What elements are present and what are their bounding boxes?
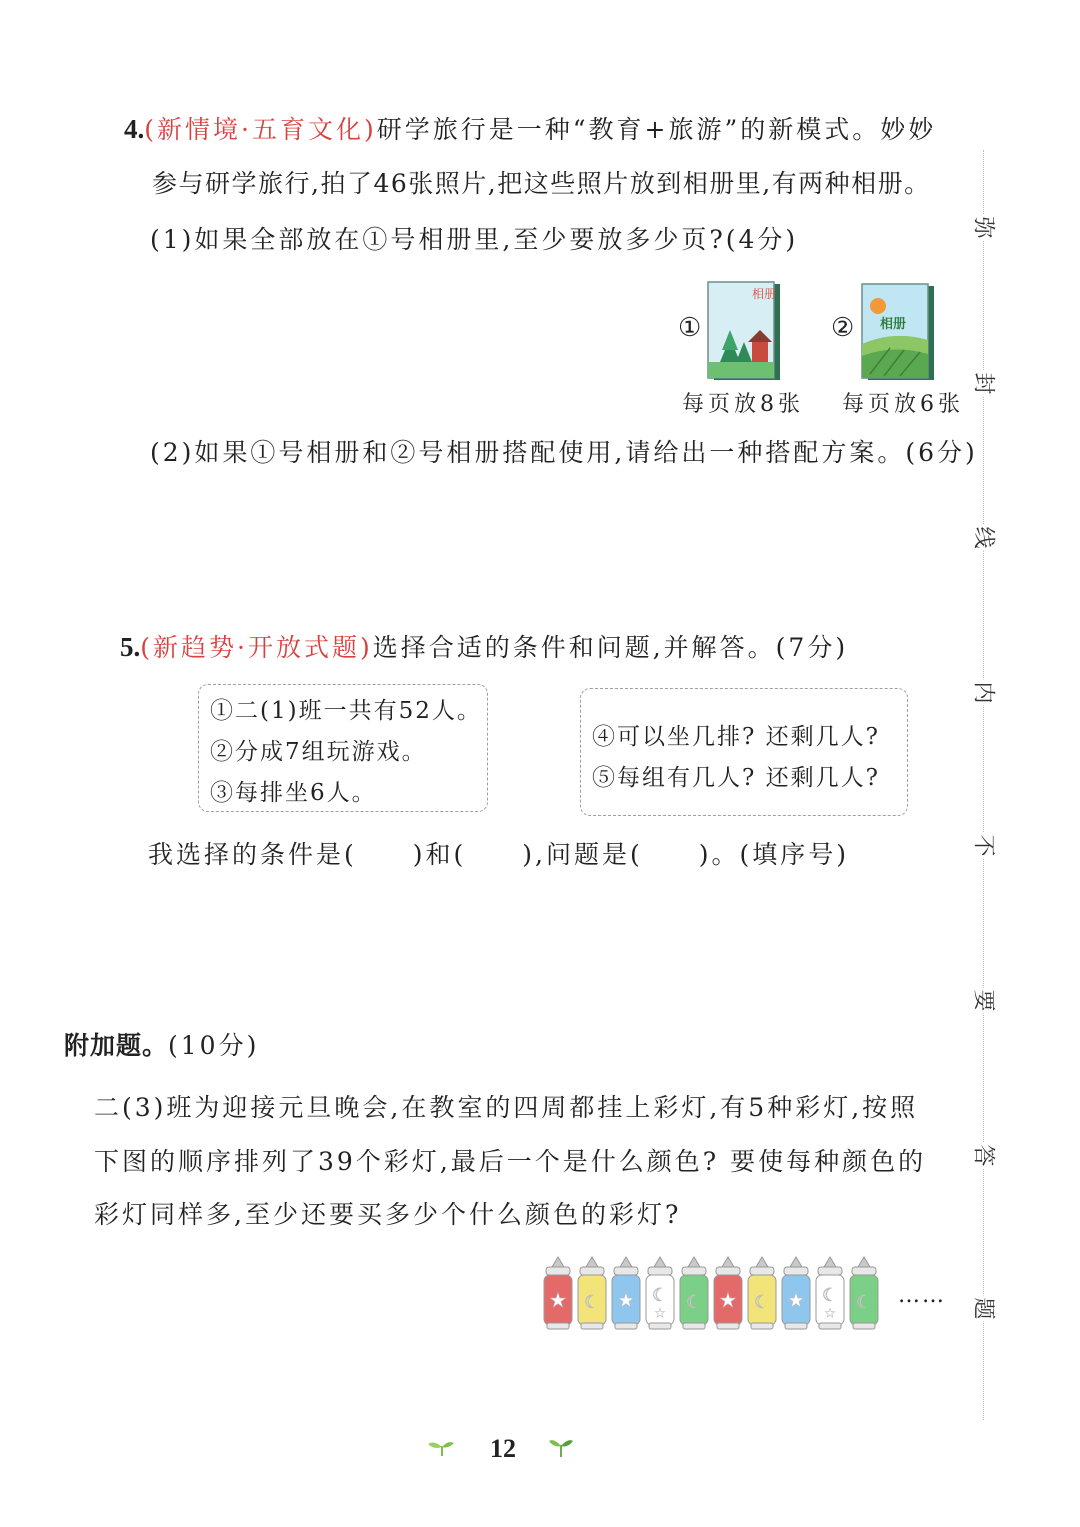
side-char-7: 答 (970, 1143, 1001, 1169)
q4-number: 4. (124, 114, 145, 144)
side-char-3: 线 (970, 525, 1001, 551)
lantern-10 (850, 1257, 878, 1329)
bonus-heading (64, 1029, 259, 1063)
svg-text:☾: ☾ (753, 1292, 771, 1313)
sprout-left-icon (426, 1438, 456, 1458)
album1-marker: ① (678, 313, 702, 343)
album1-image (706, 280, 782, 382)
q4-line1 (124, 112, 936, 147)
album2-marker: ② (831, 313, 855, 343)
svg-text:☾: ☾ (651, 1285, 669, 1306)
q5-fill-line: 我选择的条件是( )和( ),问题是( )。(填序号) (148, 840, 849, 869)
bonus-line2: 下图的顺序排列了39个彩灯,最后一个是什么颜色? 要使每种颜色的 (94, 1147, 927, 1176)
q4-sub1: (1)如果全部放在①号相册里,至少要放多少页?(4分) (150, 225, 799, 254)
svg-text:★: ★ (549, 1288, 567, 1312)
bonus-line3: 彩灯同样多,至少还要买多少个什么颜色的彩灯? (94, 1200, 682, 1229)
q5-condition-2: ②分成7组玩游戏。 (210, 739, 427, 765)
svg-text:★: ★ (654, 1306, 666, 1320)
lantern-3 (612, 1257, 640, 1329)
lantern-ellipsis: …… (898, 1283, 946, 1308)
svg-text:★: ★ (617, 1288, 635, 1312)
side-char-6: 要 (970, 988, 1001, 1014)
bonus-line1: 二(3)班为迎接元旦晚会,在教室的四周都挂上彩灯,有5种彩灯,按照 (94, 1093, 919, 1122)
binding-line (983, 150, 984, 1420)
svg-text:☾: ☾ (685, 1292, 703, 1313)
album1-caption: 每页放8张 (682, 392, 804, 417)
lantern-6 (714, 1257, 742, 1329)
side-char-5: 不 (970, 833, 1001, 859)
q5-number: 5. (120, 632, 141, 662)
q4-line1-text: 研学旅行是一种“教育+旅游”的新模式。妙妙 (376, 115, 937, 144)
album2-image (860, 282, 936, 382)
lantern-9 (816, 1257, 844, 1329)
bonus-points: (10分) (168, 1031, 260, 1060)
svg-text:☾: ☾ (821, 1285, 839, 1306)
side-char-2: 封 (970, 371, 1001, 397)
lantern-row (542, 1255, 892, 1335)
q4-tag: (新情境·五育文化) (144, 115, 377, 144)
q5-questions-box (580, 688, 908, 816)
q5-line1 (120, 630, 848, 665)
lantern-8 (782, 1257, 810, 1329)
q5-condition-3: ③每排坐6人。 (210, 780, 377, 806)
lantern-7 (748, 1257, 776, 1329)
side-char-8: 题 (970, 1296, 1001, 1322)
svg-text:★: ★ (787, 1288, 805, 1312)
album1-cover-text: 相册 (752, 287, 777, 301)
lantern-4 (646, 1257, 674, 1329)
q5-tag: (新趋势·开放式题) (140, 633, 373, 662)
q5-text: 选择合适的条件和问题,并解答。(7分) (372, 633, 849, 662)
album2-caption: 每页放6张 (842, 392, 964, 417)
lantern-1 (544, 1257, 572, 1329)
q5-question-5: ⑤每组有几人? 还剩几人? (592, 765, 880, 791)
page-number: 12 (490, 1434, 516, 1463)
lantern-5 (680, 1257, 708, 1329)
bonus-title: 附加题。 (64, 1031, 169, 1060)
q4-line2: 参与研学旅行,拍了46张照片,把这些照片放到相册里,有两种相册。 (152, 169, 931, 198)
svg-text:☾: ☾ (855, 1292, 873, 1313)
q5-question-4: ④可以坐几排? 还剩几人? (592, 724, 880, 750)
svg-text:★: ★ (719, 1288, 737, 1312)
svg-text:★: ★ (824, 1306, 836, 1320)
album2-cover-text: 相册 (880, 317, 907, 332)
side-char-4: 内 (970, 680, 1001, 706)
sprout-right-icon (548, 1436, 574, 1458)
side-char-1: 弥 (970, 215, 1001, 241)
lantern-2 (578, 1257, 606, 1329)
q4-sub2: (2)如果①号相册和②号相册搭配使用,请给出一种搭配方案。(6分) (150, 438, 978, 467)
svg-text:☾: ☾ (583, 1292, 601, 1313)
q5-condition-1: ①二(1)班一共有52人。 (210, 698, 482, 724)
